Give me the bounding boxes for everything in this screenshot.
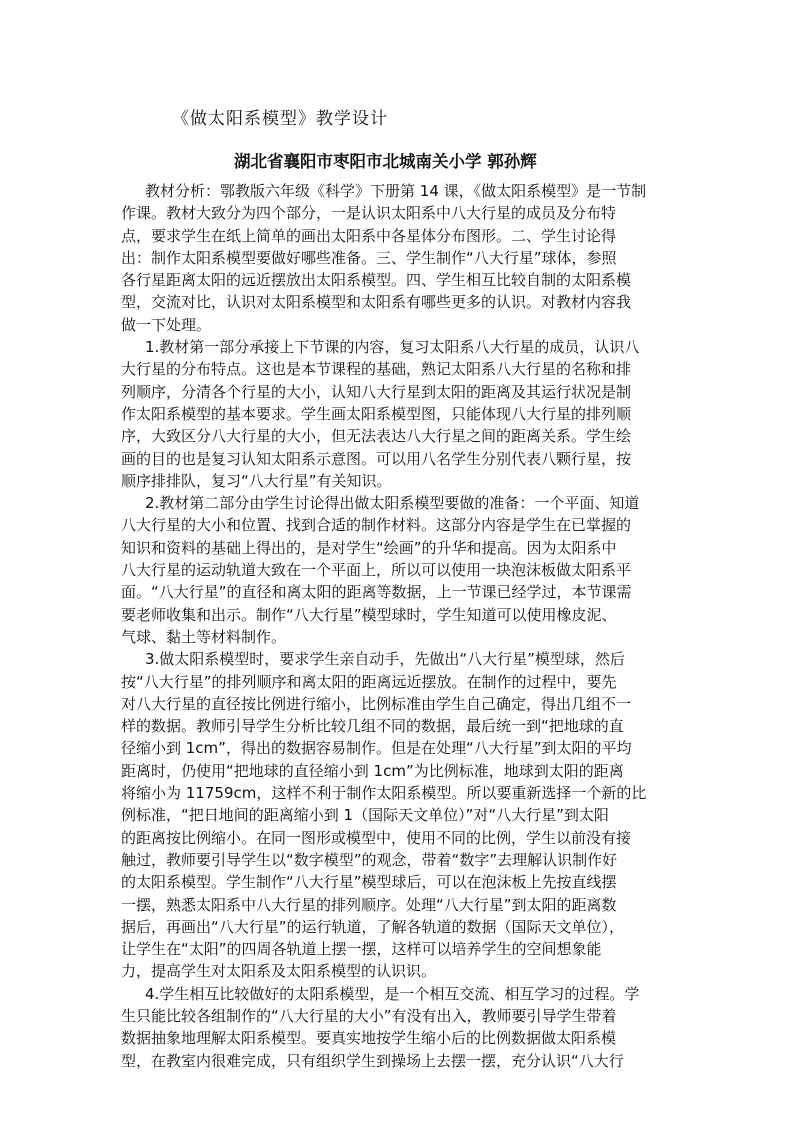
paragraph-first-line: 3.做太阳系模型时，要求学生亲自动手，先做出“八大行星”模型球，然后 [145,650,625,669]
paragraph-line: 力，提高学生对太阳系及太阳系模型的认识识。 [121,962,437,981]
paragraph-line: 样的数据。教师引导学生分析比较几组不同的数据，最后统一到“把地球的直 [121,717,624,736]
paragraph-line: 序，大致区分八大行星的大小，但无法表达八大行星之间的距离关系。学生绘 [121,427,632,446]
paragraph-line: 作太阳系模型的基本要求。学生画太阳系模型图，只能体现八大行星的排列顺 [121,404,632,423]
paragraph-line: 面。“八大行星”的直径和离太阳的距离等数据，上一节课已经学过，本节课需 [121,583,632,602]
author-line: 湖北省襄阳市枣阳市北城南关小学 郭孙辉 [234,152,537,171]
paragraph-line: 型，在教室内很难完成，只有组织学生到操场上去摆一摆，充分认识“八大行 [121,1051,624,1070]
paragraph-line: 大行星的分布特点。这也是本节课程的基础，熟记太阳系八大行星的名称和排 [121,360,632,379]
paragraph-line: 八大行星的运动轨道大致在一个平面上，所以可以使用一块泡沫板做太阳系平 [121,561,632,580]
paragraph-first-line: 2.教材第二部分由学生讨论得出做太阳系模型要做的准备：一个平面、知道 [145,494,640,513]
paragraph-line: 数据抽象地理解太阳系模型。要真实地按学生缩小后的比例数据做太阳系模 [121,1029,617,1048]
paragraph-first-line: 教材分析：鄂教版六年级《科学》下册第 14 课，《做太阳系模型》是一节制 [145,182,647,200]
paragraph-line: 触过，教师要引导学生以“数字模型”的观念，带着“数字”去理解认识制作好 [121,850,618,869]
paragraph-line: 生只能比较各组制作的“八大行星的大小”有没有出入，教师要引导学生带着 [121,1006,617,1025]
paragraph-line: 画的目的也是复习认知太阳系示意图。可以用八名学生分别代表八颗行星，按 [121,449,632,468]
paragraph-line: 将缩小为 11759cm，这样不利于制作太阳系模型。所以要重新选择一个新的比 [121,784,647,803]
paragraph-line: 型，交流对比，认识对太阳系模型和太阳系有哪些更多的认识。对教材内容我 [121,293,632,312]
paragraph-first-line: 4.学生相互比较做好的太阳系模型，是一个相互交流、相互学习的过程。学 [145,984,640,1003]
paragraph-line: 对八大行星的直径按比例进行缩小，比例标准由学生自己确定，得出几组不一 [121,694,632,713]
paragraph-line: 八大行星的大小和位置、找到合适的制作材料。这部分内容是学生在已掌握的 [121,516,632,535]
paragraph-line: 作课。教材大致分为四个部分，一是认识太阳系中八大行星的成员及分布特 [121,204,617,223]
paragraph-line: 出：制作太阳系模型要做好哪些准备。三、学生制作“八大行星”球体，参照 [121,248,617,267]
paragraph-line: 列顺序，分清各个行星的大小，认知八大行星到太阳的距离及其运行状况是制 [121,382,632,401]
paragraph-line: 做一下处理。 [121,315,212,334]
paragraph-line: 点，要求学生在纸上简单的画出太阳系中各星体分布图形。二、学生讨论得 [121,226,617,245]
paragraph-line: 知识和资料的基础上得出的，是对学生“绘画”的升华和提高。因为太阳系中 [121,538,617,557]
paragraph-first-line: 1.教材第一部分承接上下节课的内容，复习太阳系八大行星的成员，认识八 [145,338,640,357]
paragraph-line: 距离时，仍使用“把地球的直径缩小到 1cm”为比例标准，地球到太阳的距离 [121,761,624,780]
paragraph-line: 顺序排排队，复习“八大行星”有关知识。 [121,471,392,490]
document-title: 《做太阳系模型》教学设计 [172,109,388,129]
paragraph-line: 的太阳系模型。学生制作“八大行星”模型球后，可以在泡沫板上先按直线摆 [121,873,617,892]
paragraph-line: 的距离按比例缩小。在同一图形或模型中，使用不同的比例，学生以前没有接 [121,828,632,847]
paragraph-line: 让学生在“太阳”的四周各轨道上摆一摆，这样可以培养学生的空间想象能 [121,940,602,959]
paragraph-line: 例标准，“把日地间的距离缩小到 1（国际天文单位）”对“八大行星”到太阳 [121,806,609,825]
paragraph-line: 据后，再画出“八大行星”的运行轨道，了解各轨道的数据（国际天文单位）， [121,917,625,936]
paragraph-line: 按“八大行星”的排列顺序和离太阳的距离远近摆放。在制作的过程中，要先 [121,672,617,691]
paragraph-line: 各行星距离太阳的远近摆放出太阳系模型。四、学生相互比较自制的太阳系模 [121,271,632,290]
body-text [121,180,681,1072]
paragraph-line: 径缩小到 1cm”，得出的数据容易制作。但是在处理“八大行星”到太阳的平均 [121,739,632,758]
paragraph-line: 气球、黏土等材料制作。 [121,627,287,646]
paragraph-line: 要老师收集和出示。制作“八大行星”模型球时，学生知道可以使用橡皮泥、 [121,605,617,624]
paragraph-line: 一摆，熟悉太阳系中八大行星的排列顺序。处理“八大行星”到太阳的距离数 [121,895,617,914]
